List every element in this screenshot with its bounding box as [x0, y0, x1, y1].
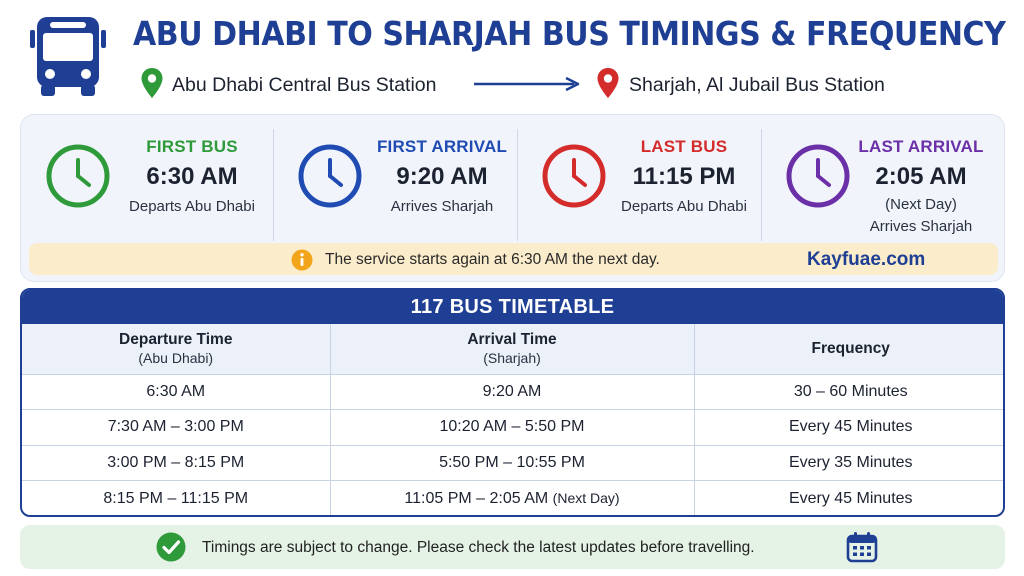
divider [517, 129, 518, 241]
frequency-cell: Every 45 Minutes [788, 489, 913, 507]
frequency-cell: Every 35 Minutes [694, 445, 1005, 481]
table-row [22, 481, 1005, 517]
timetable-grid [22, 324, 1005, 516]
arrival-cell: 10:20 AM – 5:50 PM [330, 410, 694, 446]
stat-first-arrival [297, 133, 517, 243]
arrival-time: 11:05 PM – 2:05 AM [404, 489, 549, 507]
divider [273, 129, 274, 241]
stat-first-bus [45, 133, 285, 243]
departure-cell: 3:00 PM – 8:15 PM [22, 445, 330, 481]
bus-icon [26, 14, 110, 98]
arrow-right-icon [474, 76, 582, 92]
stat-time: 9:20 AM [396, 163, 488, 190]
departure-cell: 8:15 PM – 11:15 PM [22, 481, 330, 517]
header-main: Departure Time [119, 330, 233, 348]
origin-pin-icon [140, 67, 164, 99]
stat-text [369, 137, 515, 217]
stat-subtitle: Departs Abu Dhabi [129, 198, 255, 215]
header-sub: (Abu Dhabi) [138, 349, 214, 366]
disclaimer-banner [20, 525, 1005, 569]
header-main: Arrival Time [467, 330, 557, 348]
stat-time: 2:05 AM [875, 163, 967, 190]
stat-subtitle: Arrives Sharjah [390, 198, 494, 215]
column-header-departure [22, 324, 330, 374]
arrival-cell: 9:20 AM [330, 374, 694, 410]
table-row [22, 374, 1005, 410]
stat-last-arrival [785, 133, 995, 243]
stat-label: LAST BUS [640, 137, 728, 156]
stat-subtitle: (Next Day) [885, 196, 957, 213]
stat-time: 11:15 PM [632, 163, 736, 190]
clock-icon [297, 143, 363, 209]
arrival-cell: 5:50 PM – 10:55 PM [330, 445, 694, 481]
next-day-note: (Next Day) [552, 489, 620, 506]
stat-label: FIRST BUS [146, 137, 238, 156]
arrival-cell [330, 481, 694, 517]
timetable [20, 288, 1005, 517]
departure-cell: 6:30 AM [22, 374, 330, 410]
stat-text [117, 137, 267, 217]
stat-text [851, 137, 991, 237]
table-row [22, 445, 1005, 481]
page-title: ABU DHABI TO SHARJAH BUS TIMINGS & FREQUENCY [133, 14, 1006, 53]
stat-subtitle: Departs Abu Dhabi [621, 198, 747, 215]
destination-station: Sharjah, Al Jubail Bus Station [629, 74, 885, 96]
route-line [140, 66, 960, 100]
clock-icon [785, 143, 851, 209]
stat-last-bus [541, 133, 761, 243]
check-circle-icon [156, 532, 186, 562]
calendar-icon [846, 531, 878, 563]
column-header-arrival [330, 324, 694, 374]
timetable-title: 117 BUS TIMETABLE [22, 290, 1003, 324]
column-header-frequency [694, 324, 1005, 374]
stat-label: FIRST ARRIVAL [376, 137, 508, 156]
clock-icon [541, 143, 607, 209]
stat-label: LAST ARRIVAL [858, 137, 984, 156]
service-notice [29, 243, 998, 275]
brand-link[interactable]: Kayfuae.com [807, 249, 926, 270]
header-sub: (Sharjah) [483, 349, 541, 366]
divider [761, 129, 762, 241]
destination-pin-icon [596, 67, 620, 99]
notice-text: The service starts again at 6:30 AM the next day. [325, 251, 660, 268]
stat-time: 6:30 AM [146, 163, 238, 190]
departure-cell: 7:30 AM – 3:00 PM [22, 410, 330, 446]
info-icon [291, 249, 313, 271]
table-header-row [22, 324, 1005, 374]
frequency-cell: Every 45 Minutes [694, 410, 1005, 446]
frequency-cell: 30 – 60 Minutes [694, 374, 1005, 410]
stat-subtitle-2: Arrives Sharjah [869, 218, 973, 235]
stat-text [609, 137, 759, 217]
summary-card [20, 114, 1005, 282]
disclaimer-text: Timings are subject to change. Please check the latest updates before travelling. [202, 539, 755, 556]
table-row [22, 410, 1005, 446]
clock-icon [45, 143, 111, 209]
origin-station: Abu Dhabi Central Bus Station [172, 74, 437, 96]
header-main: Frequency [811, 340, 890, 358]
